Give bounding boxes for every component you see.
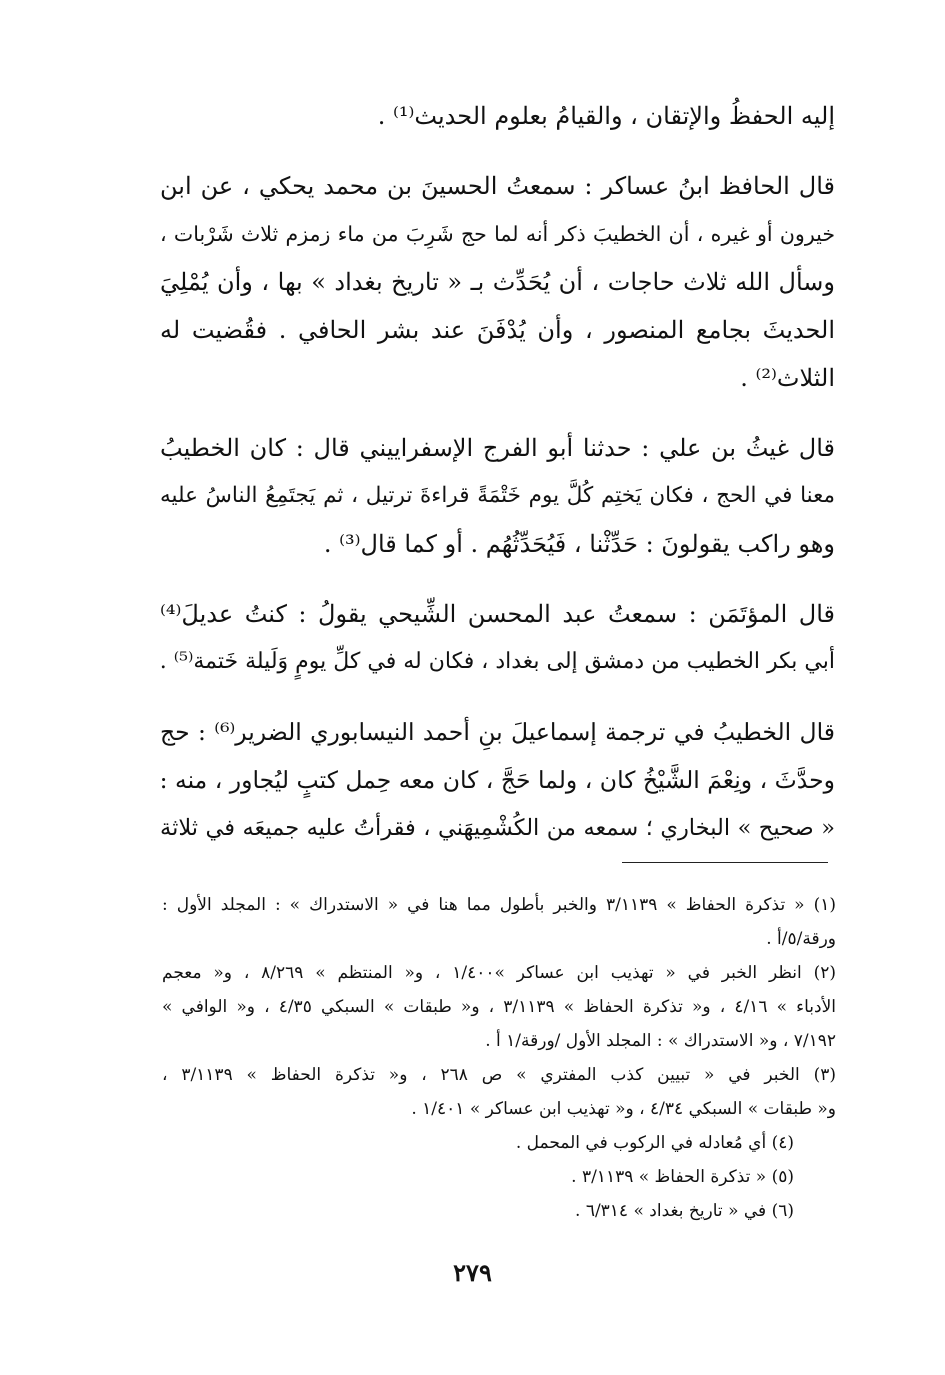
footnotes	[162, 888, 836, 1228]
paragraph-4	[160, 590, 835, 686]
text-line: إليه الحفظُ والإتقان ، والقيامُ بعلوم الحديث⁽¹⁾ .	[377, 102, 835, 130]
paragraph-3	[160, 424, 835, 568]
footnote-2	[162, 956, 836, 1058]
footnote-line: ٧/١٩٢ ، و« الاستدراك » : المجلد الأول /ورقة/١ أ .	[485, 1031, 836, 1051]
footnote-5: (٥) « تذكرة الحفاظ » ٣/١١٣٩ .	[571, 1167, 794, 1187]
footnote-1	[162, 888, 836, 956]
text-line: معنا في الحج ، فكان يَختِم كُلَّ يوم خَتْمَةً قراءةَ ترتيل ، ثم يَجتَمِعُ الناسُ عليه	[160, 483, 835, 508]
footnote-line: و« طبقات » السبكي ٤/٣٤ ، و« تهذيب ابن عساكر » ١/٤٠١ .	[411, 1099, 836, 1119]
footnote-6: (٦) في « تاريخ بغداد » ٦/٣١٤ .	[575, 1201, 794, 1221]
text-line: قال الحافظ ابنُ عساكر : سمعتُ الحسينَ بن محمد يحكي ، عن ابن	[160, 172, 835, 200]
text-line: خيرون أو غيره ، أن الخطيبَ ذكر أنه لما حج شَرِبَ من ماء زمزم ثلاث شَرْبات ،	[160, 222, 835, 246]
footnote-4: (٤) أي مُعادله في الركوب في المحمل .	[515, 1133, 794, 1153]
footnote-line: ورقة/٥/أ .	[766, 929, 836, 949]
footnote-line: (١) « تذكرة الحفاظ » ٣/١١٣٩ والخبر بأطول مما هنا في « الاستدراك » : المجلد الأول :	[162, 895, 836, 915]
text-line: « صحيح » البخاري ؛ سمعه من الكُشْمِيهَني ، فقرأتُ عليه جميعَه في ثلاثة	[160, 815, 835, 841]
footnote-3	[162, 1058, 836, 1126]
text-line: أبي بكر الخطيب من دمشق إلى بغداد ، فكان له في كلِّ يومٍ وَلَيلة خَتمة⁽⁵⁾ .	[159, 649, 835, 674]
paragraph-gap	[160, 686, 835, 708]
paragraph-1	[160, 92, 835, 140]
paragraph-gap	[160, 568, 835, 590]
main-text	[160, 92, 835, 852]
text-line: وهو راكب يقولونَ : حَدِّثْنا ، فَيُحَدِّثُهُم . أو كما قال⁽³⁾ .	[323, 530, 835, 558]
text-line: الثلاث⁽²⁾ .	[740, 364, 835, 392]
text-line: قال الخطيبُ في ترجمة إسماعيلَ بنِ أحمد النيسابوري الضرير⁽⁶⁾ : حج	[160, 718, 835, 746]
paragraph-2	[160, 162, 835, 402]
paragraph-5	[160, 708, 835, 852]
footnote-line: (٣) الخبر في « تبيين كذب المفتري » ص ٢٦٨ ، و« تذكرة الحفاظ » ٣/١١٣٩ ،	[162, 1065, 836, 1085]
footnote-line: الأدباء » ٤/١٦ ، و« تذكرة الحفاظ » ٣/١١٣٩ ، و« طبقات » السبكي ٤/٣٥ ، و« الوافي »	[162, 997, 836, 1017]
text-line: وحدَّثَ ، ونِعْمَ الشَّيْخُ كان ، ولما حَجَّ ، كان معه حِمل كتبٍ ليُجاور ، منه :	[159, 766, 835, 794]
paragraph-gap	[160, 140, 835, 162]
page-number: ٢٧٩	[453, 1258, 492, 1287]
footnote-separator	[622, 862, 828, 863]
text-line: قال غيثُ بن علي : حدثنا أبو الفرج الإسفراييني قال : كان الخطيبُ	[160, 434, 835, 462]
text-line: الحديثَ بجامع المنصور ، وأن يُدْفَنَ عند بشر الحافي . فقُضيت له	[160, 316, 835, 344]
footnote-line: (٢) انظر الخبر في « تهذيب ابن عساكر »١/٤٠٠ ، و« المنتظم » ٨/٢٦٩ ، و« معجم	[162, 963, 836, 983]
text-line: قال المؤتَمَن : سمعتُ عبد المحسن الشِّيحي يقولُ : كنتُ عديلَ⁽⁴⁾	[160, 600, 835, 628]
paragraph-gap	[160, 402, 835, 424]
text-line: وسأل الله ثلاث حاجات ، أن يُحَدِّث بـ « تاريخ بغداد » بها ، وأن يُمْلِيَ	[160, 268, 835, 296]
